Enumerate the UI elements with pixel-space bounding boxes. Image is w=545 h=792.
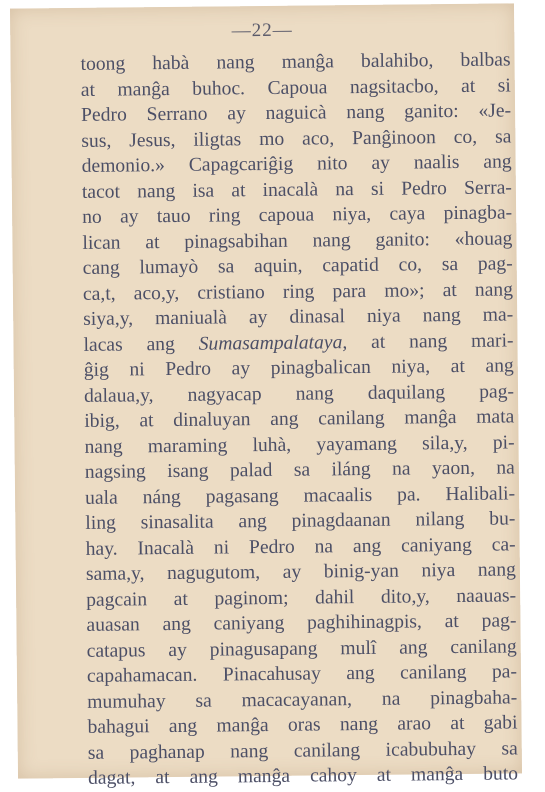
text-line-20: hay. Inacalà ni Pedro na ang caniyang ca- xyxy=(85,533,516,560)
text-line-24: catapus ay pinagusapang mulî ang canilang xyxy=(86,635,517,662)
text-line-14: dalaua,y, nagyacap nang daquilang pag- xyxy=(83,380,515,407)
text-line-10: ca,t, aco,y, cristiano ring para mo»; at nang xyxy=(82,278,514,305)
text-line-7: no ay tauo ring capoua niya, caya pinagba- xyxy=(82,202,513,228)
text-line-4: sus, Jesus, iligtas mo aco, Panĝinoon co, sa xyxy=(81,125,512,152)
text-line-27: bahagui ang manĝa oras nang arao at gabi xyxy=(87,712,518,738)
text-line-16: nang maraming luhà, yayamang sila,y, pi- xyxy=(84,431,515,458)
text-line-9: cang lumayò sa aquin, capatid co, sa pag- xyxy=(82,253,513,279)
text-line-15: ibig, at dinaluyan ang canilang manĝa mata xyxy=(84,406,515,432)
text-line-3: Pedro Serrano ay naguicà nang ganito: «Je- xyxy=(80,100,512,126)
text-line-21: sama,y, nagugutom, ay binig-yan niya nang xyxy=(85,559,516,585)
text-line-25: capahamacan. Pinacahusay ang canilang pa- xyxy=(86,661,518,687)
text-line-11: siya,y, maniualà ay dinasal niya nang ma- xyxy=(83,304,514,330)
text-line-19: ling sinasalita ang pinagdaanan nilang bu- xyxy=(85,508,516,534)
text-line-17: nagsing isang palad sa iláng na yaon, na xyxy=(84,457,515,483)
text-line-6: tacot nang isa at inacalà na si Pedro Serra- xyxy=(81,176,512,203)
text-line-13: ĝig ni Pedro ay pinagbalican niya, at ang xyxy=(83,355,514,381)
page-number: —22— xyxy=(231,19,293,42)
text-line-12-end: at nang mari- xyxy=(347,329,514,353)
italic-word: Sumasampalataya, xyxy=(198,331,348,355)
text-line-29: dagat, at ang manĝa cahoy at manĝa buto xyxy=(87,763,519,789)
text-line-8: lican at pinagsabihan nang ganito: «houag xyxy=(82,227,513,254)
text-line-1: toong habà nang manĝa balahibo, balbas xyxy=(80,49,511,75)
text-line-26: mumuhay sa macacayanan, na pinagbaha- xyxy=(87,686,518,713)
book-page xyxy=(10,3,522,789)
text-line-12-start: lacas ang xyxy=(83,333,199,356)
text-line-5: demonio.» Capagcariĝig nito ay naalis ang xyxy=(81,151,512,177)
text-line-28: sa paghanap nang canilang icabubuhay sa xyxy=(87,737,518,764)
body-text xyxy=(80,47,518,791)
text-line-18: uala náng pagasang macaalis pa. Halibali- xyxy=(84,482,516,509)
text-line-22: pagcain at paginom; dahil dito,y, naauas- xyxy=(86,584,517,611)
text-line-23: auasan ang caniyang paghihinagpis, at pag- xyxy=(86,610,517,636)
text-line-2: at manĝa buhoc. Capoua nagsitacbo, at si xyxy=(80,74,511,101)
